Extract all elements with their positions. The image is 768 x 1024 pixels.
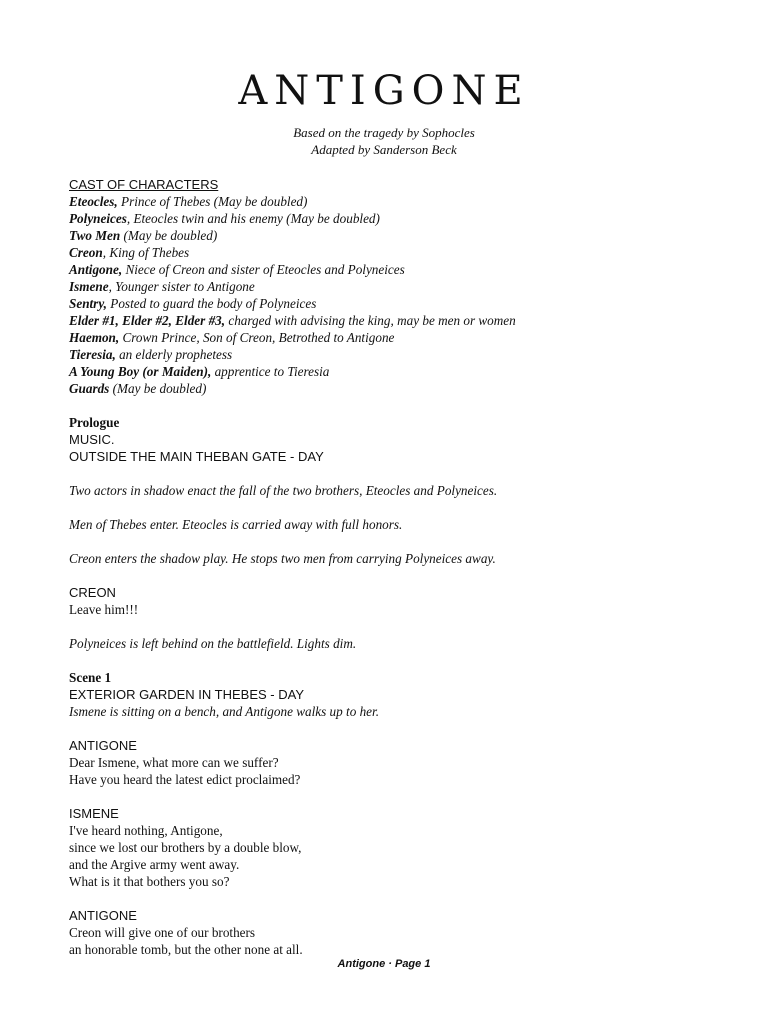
- cast-desc: Crown Prince, Son of Creon, Betrothed to Antigone: [119, 330, 395, 345]
- speaker-name: ISMENE: [69, 806, 119, 821]
- stage-direction: Two actors in shadow enact the fall of the two brothers, Eteocles and Polyneices.: [69, 483, 498, 498]
- cast-desc: charged with advising the king, may be men or women: [225, 313, 516, 328]
- cast-desc: apprentice to Tieresia: [211, 364, 330, 379]
- scene-heading: Scene 1: [69, 670, 112, 685]
- spacer: [69, 720, 709, 737]
- dialogue-line: Dear Ismene, what more can we suffer?: [69, 755, 279, 770]
- stage-direction: Polyneices is left behind on the battlefield. Lights dim.: [69, 636, 357, 651]
- cast-item: [69, 380, 709, 397]
- cast-item: [69, 261, 709, 278]
- cast-name: Sentry,: [69, 296, 107, 311]
- spacer: [69, 618, 709, 635]
- speaker-name: ANTIGONE: [69, 738, 137, 753]
- cast-desc: (May be doubled): [120, 228, 218, 243]
- dialogue-line: Have you heard the latest edict proclaimed?: [69, 772, 301, 787]
- cast-desc: Posted to guard the body of Polyneices: [106, 296, 317, 311]
- speaker-name: CREON: [69, 585, 116, 600]
- play-title: ANTIGONE: [238, 68, 530, 114]
- dialogue-line: Creon will give one of our brothers: [69, 925, 256, 940]
- cast-item: [69, 244, 709, 261]
- dialogue-line: since we lost our brothers by a double blow,: [69, 840, 302, 855]
- cast-name: Elder #1, Elder #2, Elder #3,: [69, 313, 226, 328]
- cast-desc: Prince of Thebes (May be doubled): [117, 194, 308, 209]
- dialogue-line: an honorable tomb, but the other none at all.: [69, 942, 303, 957]
- cast-item: [69, 278, 709, 295]
- cast-item: [69, 329, 709, 346]
- page-footer: Antigone · Page 1: [337, 958, 431, 970]
- cast-item: [69, 193, 709, 210]
- cast-name: Eteocles,: [69, 194, 118, 209]
- speaker-name: ANTIGONE: [69, 908, 137, 923]
- prologue-heading: Prologue: [69, 415, 120, 430]
- subtitle-source: Based on the tragedy by Sophocles: [293, 125, 475, 140]
- script-body: [69, 176, 709, 958]
- cast-item: [69, 312, 709, 329]
- stage-direction: Ismene is sitting on a bench, and Antigone walks up to her.: [69, 704, 380, 719]
- spacer: [69, 465, 709, 482]
- cast-desc: an elderly prophetess: [115, 347, 233, 362]
- subtitle-adaptation: Adapted by Sanderson Beck: [311, 142, 457, 157]
- spacer: [69, 533, 709, 550]
- stage-direction: Men of Thebes enter. Eteocles is carried away with full honors.: [69, 517, 403, 532]
- cast-item: [69, 363, 709, 380]
- cast-desc: , King of Thebes: [102, 245, 190, 260]
- cast-desc: (May be doubled): [109, 381, 207, 396]
- dialogue-line: What is it that bothers you so?: [69, 874, 230, 889]
- spacer: [69, 499, 709, 516]
- spacer: [69, 652, 709, 669]
- cast-name: Haemon,: [69, 330, 120, 345]
- cast-name: Polyneices: [69, 211, 127, 226]
- cast-name: Tieresia,: [69, 347, 116, 362]
- prologue-setting: OUTSIDE THE MAIN THEBAN GATE - DAY: [69, 449, 324, 464]
- spacer: [69, 890, 709, 907]
- cast-name: Creon: [69, 245, 103, 260]
- scene-setting: EXTERIOR GARDEN IN THEBES - DAY: [69, 687, 305, 702]
- spacer: [69, 397, 709, 414]
- cast-desc: , Younger sister to Antigone: [108, 279, 255, 294]
- cast-desc: , Eteocles twin and his enemy (May be doubled): [126, 211, 380, 226]
- cast-desc: Niece of Creon and sister of Eteocles and Polyneices: [122, 262, 405, 277]
- spacer: [69, 567, 709, 584]
- cast-item: [69, 295, 709, 312]
- cast-item: [69, 346, 709, 363]
- cast-item: [69, 227, 709, 244]
- cast-name: Antigone,: [69, 262, 123, 277]
- cast-name: Guards: [69, 381, 110, 396]
- cast-item: [69, 210, 709, 227]
- dialogue-line: and the Argive army went away.: [69, 857, 240, 872]
- dialogue-line: I've heard nothing, Antigone,: [69, 823, 223, 838]
- cast-heading: CAST OF CHARACTERS: [69, 177, 219, 192]
- prologue-music-cue: MUSIC.: [69, 432, 115, 447]
- stage-direction: Creon enters the shadow play. He stops two men from carrying Polyneices away.: [69, 551, 496, 566]
- cast-name: Ismene: [69, 279, 109, 294]
- cast-name: A Young Boy (or Maiden),: [69, 364, 212, 379]
- cast-name: Two Men: [69, 228, 121, 243]
- spacer: [69, 788, 709, 805]
- dialogue-line: Leave him!!!: [69, 602, 139, 617]
